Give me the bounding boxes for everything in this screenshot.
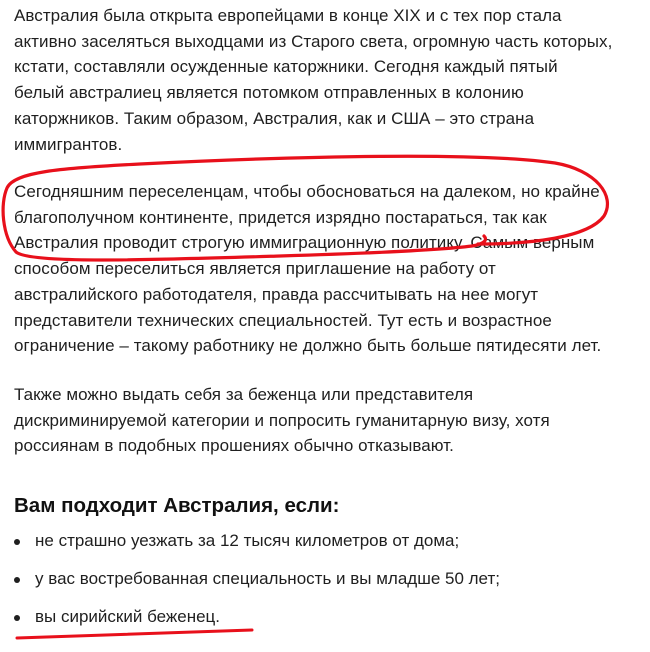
paragraph-line: представители технических специальностей. Тут есть и возрастное — [14, 310, 552, 330]
bullet-dot-icon — [14, 615, 20, 621]
bullet-dot-icon — [14, 539, 20, 545]
paragraph-line: австралийского работодателя, правда рассчитывать на нее могут — [14, 284, 539, 304]
list-item — [14, 566, 500, 604]
paragraph-line: Австралия проводит строгую иммиграционную политику. Самым верным — [14, 233, 595, 253]
list-item-text: у вас востребованная специальность и вы младше 50 лет; — [35, 568, 500, 588]
section-heading: Вам подходит Австралия, если: — [14, 494, 340, 517]
paragraph-line: белый австралиец является потомком отправленных в колонию — [14, 83, 524, 103]
paragraph-line: способом переселиться является приглашение на работу от — [14, 259, 496, 279]
paragraph-line: россиянам в подобных прошениях обычно отказывают. — [14, 436, 454, 456]
list-item-text: не страшно уезжать за 12 тысяч километров от дома; — [35, 531, 460, 550]
bullet-dot-icon — [14, 577, 20, 583]
paragraph-line: Сегодняшним переселенцам, чтобы обосноваться на далеком, но крайне — [14, 182, 600, 201]
list-item — [14, 604, 500, 642]
paragraph-line: Также можно выдать себя за беженца или представителя — [14, 385, 474, 404]
paragraph-line: кстати, составляли осужденные каторжники. Сегодня каждый пятый — [14, 57, 558, 77]
paragraph-line: активно заселяться выходцами из Старого света, огромную часть которых, — [14, 31, 613, 51]
paragraph-line: дискриминируемой категории и попросить гуманитарную визу, хотя — [14, 410, 550, 430]
paragraph-line: ограничение – такому работнику не должно быть больше пятидесяти лет. — [14, 336, 602, 356]
paragraph-line: иммигрантов. — [14, 134, 123, 154]
paragraph-refugee-visa — [14, 382, 550, 459]
list-item-text: вы сирийский беженец. — [35, 606, 221, 626]
paragraph-immigration-policy — [14, 179, 601, 359]
paragraph-history — [14, 3, 612, 157]
list-item — [14, 528, 500, 566]
paragraph-line: каторжников. Таким образом, Австралия, как и США – это страна — [14, 108, 535, 128]
bullet-list — [14, 528, 500, 641]
paragraph-line: Австралия была открыта европейцами в конце XIX и с тех пор стала — [14, 6, 562, 25]
paragraph-line: благополучном континенте, придется изрядно постараться, так как — [14, 207, 547, 227]
